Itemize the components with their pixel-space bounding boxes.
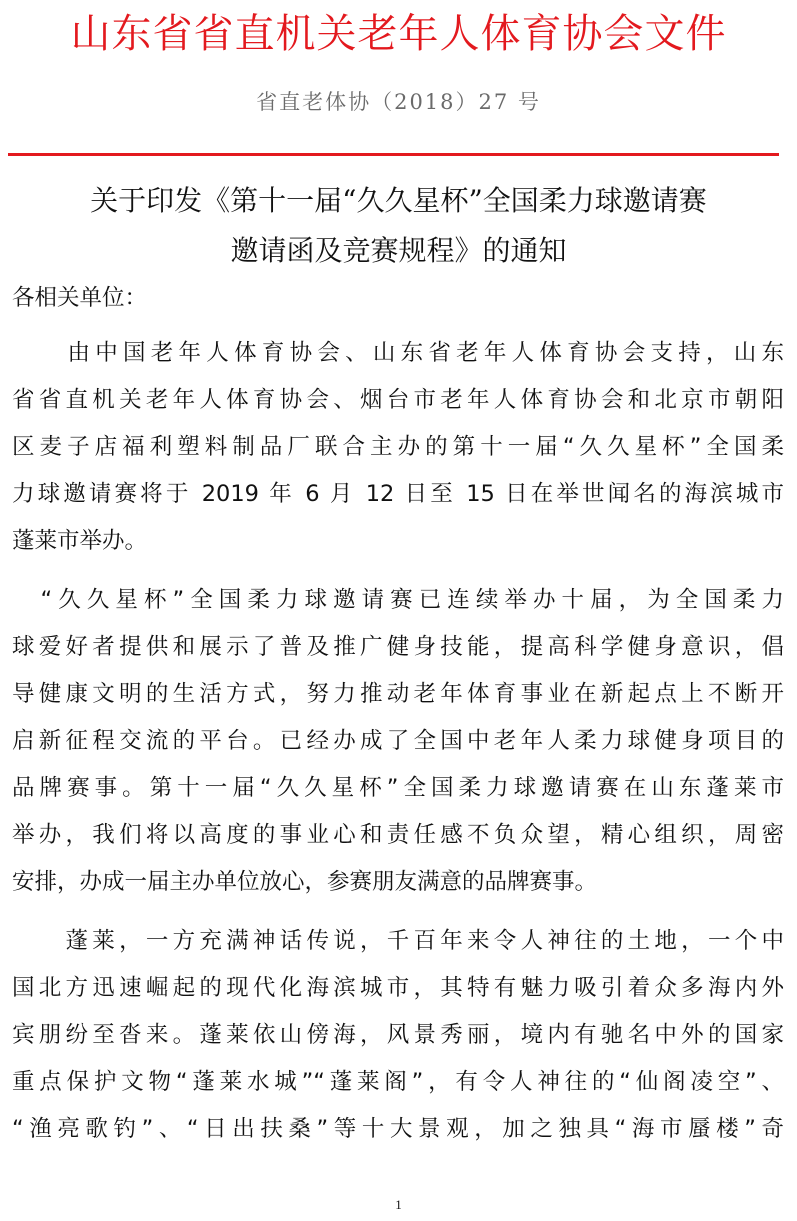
document-number: 省直老体协（2018）27 号 xyxy=(256,90,541,114)
paragraph-event-history xyxy=(12,577,784,906)
salutation: 各相关单位： xyxy=(12,285,148,311)
paragraph-organizers xyxy=(12,330,784,565)
paragraph-line: “渔亮歌钓”、“日出扶桑”等十大景观，加之独具“海市蜃楼”奇 xyxy=(12,1116,784,1142)
paragraph-line: 导健康文明的生活方式，努力推动老年体育事业在新起点上不断开 xyxy=(12,681,784,707)
paragraph-line: 国北方迅速崛起的现代化海滨城市，其特有魅力吸引着众多海内外 xyxy=(12,975,784,1001)
notice-title xyxy=(0,176,797,276)
paragraph-line: 重点保护文物“蓬莱水城”“蓬莱阁”，有令人神往的“仙阁凌空”、 xyxy=(12,1069,784,1095)
issuer-header-title: 山东省省直机关老年人体育协会文件 xyxy=(70,12,727,56)
paragraph-line: 启新征程交流的平台。已经办成了全国中老年人柔力球健身项目的 xyxy=(12,728,784,754)
red-divider-line xyxy=(8,153,779,156)
paragraph-line: 球爱好者提供和展示了普及推广健身技能，提高科学健身意识，倡 xyxy=(12,634,784,660)
document-body xyxy=(12,278,784,1153)
paragraph-line: 力球邀请赛将于 2019 年 6 月 12 日至 15 日在举世闻名的海滨城市 xyxy=(12,481,784,507)
paragraph-line: 由中国老年人体育协会、山东省老年人体育协会支持，山东 xyxy=(12,340,784,366)
paragraph-line: 蓬莱市举办。 xyxy=(12,528,148,554)
paragraph-line: 宾朋纷至沓来。蓬莱依山傍海，风景秀丽，境内有驰名中外的国家 xyxy=(12,1022,784,1048)
paragraph-line: 省省直机关老年人体育协会、烟台市老年人体育协会和北京市朝阳 xyxy=(12,387,784,413)
page-number: 1 xyxy=(395,1197,402,1212)
paragraph-line: 蓬莱，一方充满神话传说，千百年来令人神往的土地，一个中 xyxy=(12,928,784,954)
paragraph-line: 品牌赛事。第十一届“久久星杯”全国柔力球邀请赛在山东蓬莱市 xyxy=(12,775,784,801)
paragraph-penglai-intro xyxy=(12,918,784,1153)
paragraph-line: 安排，办成一届主办单位放心，参赛朋友满意的品牌赛事。 xyxy=(12,869,598,895)
paragraph-line: 举办，我们将以高度的事业心和责任感不负众望，精心组织，周密 xyxy=(12,822,784,848)
notice-title-line-1: 关于印发《第十一届“久久星杯”全国柔力球邀请赛 xyxy=(90,184,707,217)
notice-title-line-2: 邀请函及竞赛规程》的通知 xyxy=(230,234,567,267)
paragraph-line: 区麦子店福利塑料制品厂联合主办的第十一届“久久星杯”全国柔 xyxy=(12,434,784,460)
paragraph-line: “久久星杯”全国柔力球邀请赛已连续举办十届，为全国柔力 xyxy=(12,587,784,613)
